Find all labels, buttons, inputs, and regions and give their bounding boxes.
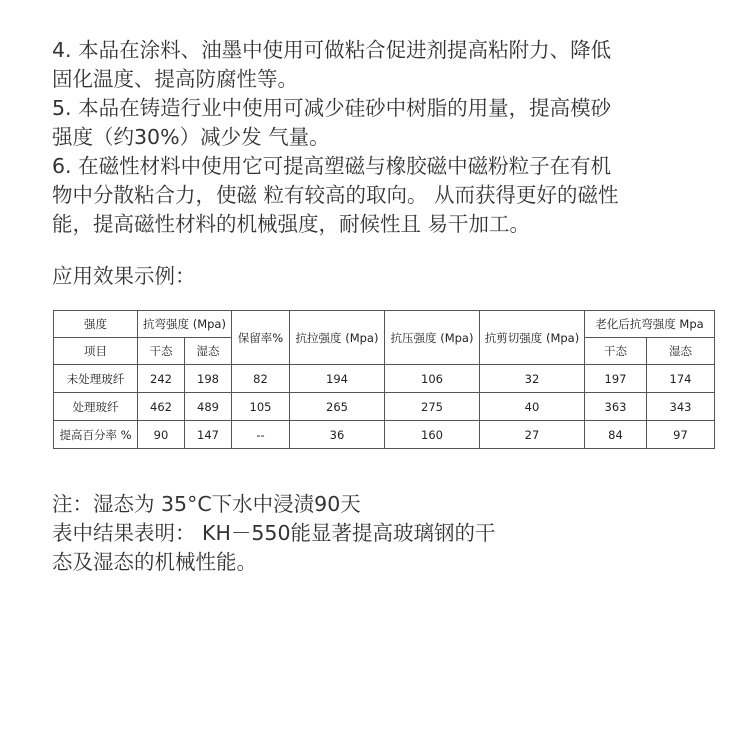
cell-retention: 105 [232, 393, 290, 421]
table-row [54, 393, 715, 421]
cell-aged-dry: 197 [585, 365, 647, 393]
header-flexural: 抗弯强度 (Mpa) [138, 311, 232, 338]
header-strength: 强度 [54, 311, 138, 338]
cell-shear: 40 [480, 393, 585, 421]
application-description [52, 36, 712, 239]
text-line: 6. 在磁性材料中使用它可提高塑磁与橡胶磁中磁粉粒子在有机 [52, 154, 612, 178]
cell-compressive: 275 [385, 393, 480, 421]
text-line: 物中分散粘合力，使磁 粒有较高的取向。 从而获得更好的磁性 [52, 183, 619, 207]
row-label: 提高百分率 % [54, 421, 138, 449]
table-row [54, 421, 715, 449]
cell-tensile: 194 [290, 365, 385, 393]
result-notes [52, 490, 712, 577]
header-tensile: 抗拉强度 (Mpa) [290, 311, 385, 365]
header-retention: 保留率% [232, 311, 290, 365]
cell-aged-wet: 97 [647, 421, 715, 449]
header-aged-dry: 干态 [585, 338, 647, 365]
cell-aged-dry: 84 [585, 421, 647, 449]
cell-flex-dry: 90 [138, 421, 185, 449]
cell-shear: 32 [480, 365, 585, 393]
note-line: 态及湿态的机械性能。 [52, 550, 257, 574]
header-item: 项目 [54, 338, 138, 365]
cell-retention: -- [232, 421, 290, 449]
text-line: 4. 本品在涂料、油墨中使用可做粘合促进剂提高粘附力、降低 [52, 38, 612, 62]
cell-compressive: 160 [385, 421, 480, 449]
row-label: 处理玻纤 [54, 393, 138, 421]
text-line: 强度（约30%）减少发 气量。 [52, 125, 330, 149]
cell-compressive: 106 [385, 365, 480, 393]
text-line: 固化温度、提高防腐性等。 [52, 67, 298, 91]
text-line: 5. 本品在铸造行业中使用可减少硅砂中树脂的用量，提高模砂 [52, 96, 612, 120]
header-shear: 抗剪切强度 (Mpa) [480, 311, 585, 365]
cell-flex-wet: 198 [185, 365, 232, 393]
table-row [54, 365, 715, 393]
results-table [53, 310, 715, 449]
cell-flex-wet: 147 [185, 421, 232, 449]
header-flex-dry: 干态 [138, 338, 185, 365]
examples-heading [52, 262, 712, 291]
cell-aged-dry: 363 [585, 393, 647, 421]
note-line: 表中结果表明： KH－550能显著提高玻璃钢的干 [52, 521, 496, 545]
cell-aged-wet: 174 [647, 365, 715, 393]
header-aged-wet: 湿态 [647, 338, 715, 365]
row-label: 未处理玻纤 [54, 365, 138, 393]
cell-shear: 27 [480, 421, 585, 449]
text-line: 能，提高磁性材料的机械强度，耐候性且 易干加工。 [52, 212, 531, 236]
header-flex-wet: 湿态 [185, 338, 232, 365]
header-compressive: 抗压强度 (Mpa) [385, 311, 480, 365]
header-aged-flexural: 老化后抗弯强度 Mpa [585, 311, 715, 338]
cell-tensile: 36 [290, 421, 385, 449]
cell-tensile: 265 [290, 393, 385, 421]
cell-flex-dry: 462 [138, 393, 185, 421]
cell-retention: 82 [232, 365, 290, 393]
examples-label: 应用效果示例： [52, 264, 196, 288]
table-header-row [54, 311, 715, 338]
cell-flex-dry: 242 [138, 365, 185, 393]
note-line: 注：湿态为 35°C下水中浸渍90天 [52, 492, 361, 516]
cell-aged-wet: 343 [647, 393, 715, 421]
cell-flex-wet: 489 [185, 393, 232, 421]
